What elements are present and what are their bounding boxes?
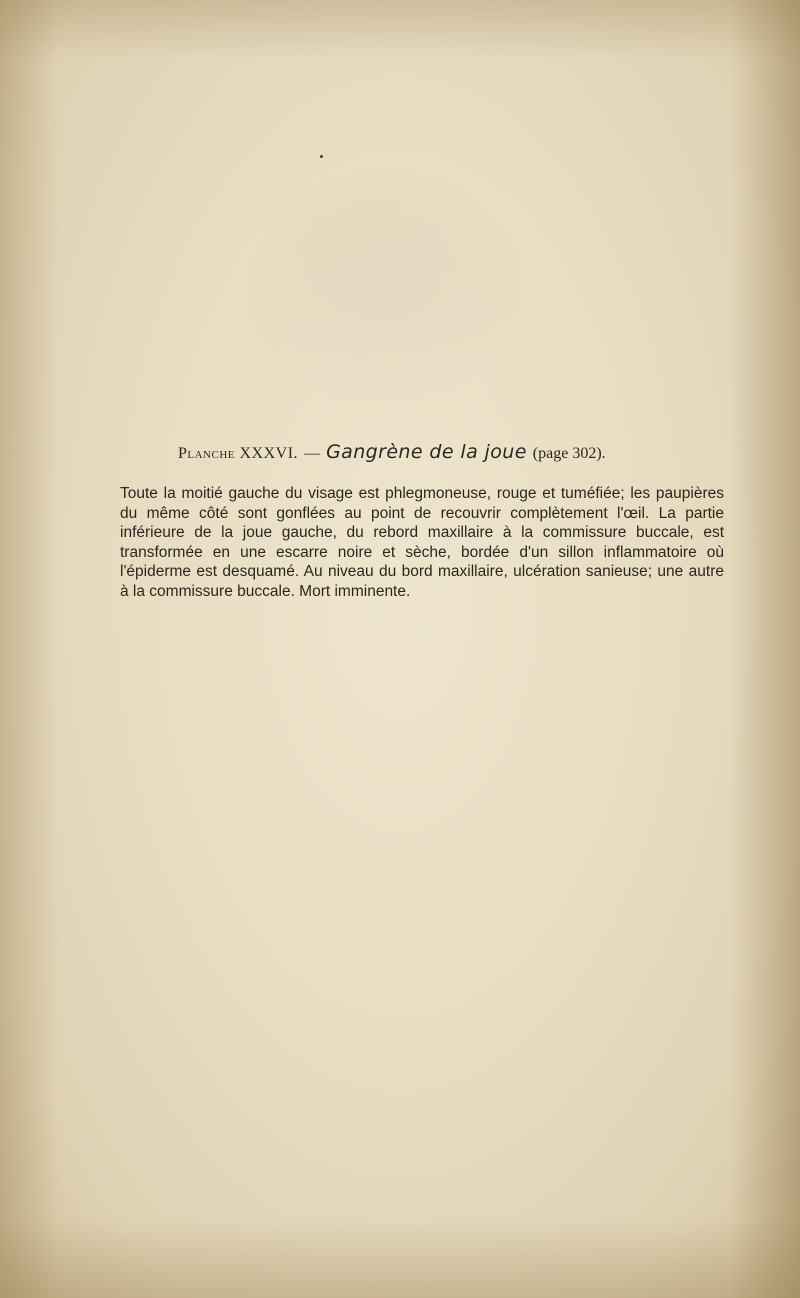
page-reference: (page 302). (532, 445, 606, 462)
page-edge-shadow-left (0, 0, 60, 1298)
plate-number: Planche XXXVI. (178, 445, 299, 462)
plate-caption (178, 440, 698, 466)
page-edge-shadow-top (0, 0, 800, 60)
page-edge-shadow-bottom (0, 1218, 800, 1298)
plate-title: Gangrène de la joue (326, 441, 527, 463)
plate-description: Toute la moitié gauche du visage est phlegmoneuse, rouge et tuméfiée; les paupières du même côté sont gonflées au point de recouvrir complètement l'œil. La partie inférieure de la joue gauche, du rebord maxillaire à la commissure buccale, est transformée en une escarre noire et sèche, bordée d'un sillon inflammatoire où l'épiderme est desquamé. Au niveau du bord maxillaire, ulcération sanieuse; une autre à la commissure buccale. Mort imminente. (120, 485, 724, 600)
show-through-image (250, 170, 520, 400)
caption-dash: — (304, 445, 321, 462)
ink-speck (320, 155, 323, 158)
page-edge-shadow-right (730, 0, 800, 1298)
